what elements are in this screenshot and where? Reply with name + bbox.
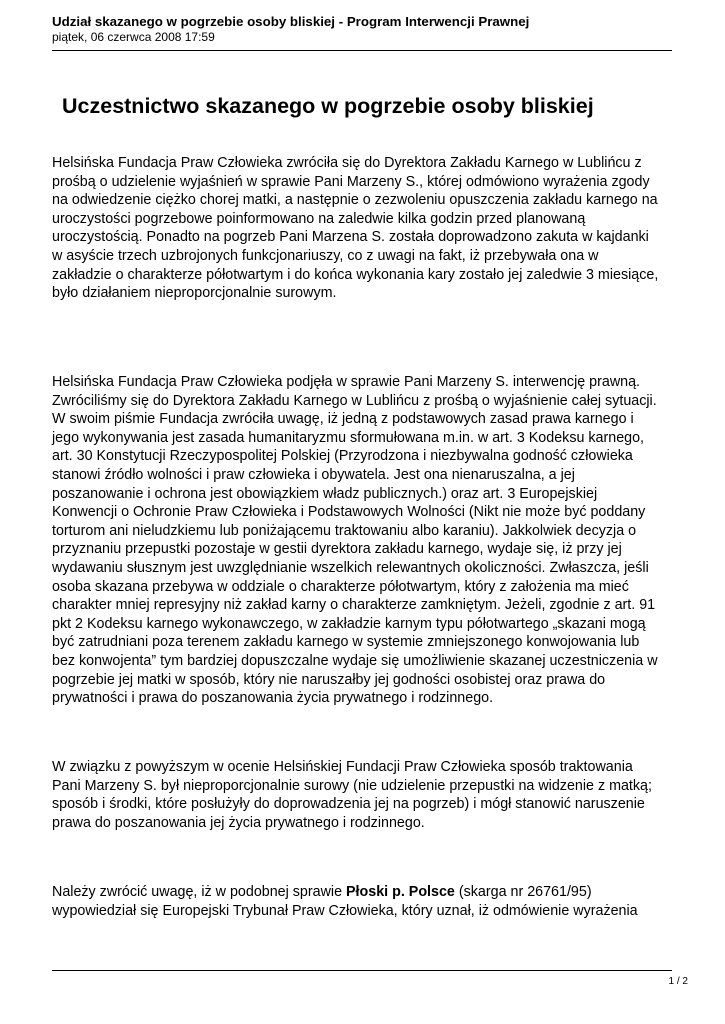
paragraph-line: uroczystości pogrzebowe poinformowano na zaledwie kilka godzin przed planowaną: [52, 210, 586, 227]
page-header: [52, 13, 672, 45]
paragraph-line: prywatności i prawa do poszanowania życia prywatnego i rodzinnego.: [52, 690, 494, 707]
paragraph-line: Konwencji o Ochronie Praw Człowieka i Podstawowych Wolności (Nikt nie może być poddany: [52, 504, 646, 521]
paragraph-line: uroczystością. Ponadto na pogrzeb Pani Marzena S. została doprowadzono zakuta w kajdanki: [52, 229, 649, 246]
paragraph-line: być zatrudniani poza terenem zakładu karnego w systemie zmniejszonego konwojowania lub: [52, 634, 640, 651]
paragraph-line: W swoim piśmie Fundacja zwróciła uwagę, iż jedną z podstawowych zasad prawa karnego i: [52, 411, 634, 428]
paragraph-line: stanowi źródło wolności i praw człowieka i obywatela. Jest ona nienaruszalna, a jej: [52, 466, 575, 483]
paragraph-line: [52, 883, 677, 902]
paragraph-line: sposób i środki, które posłużyły do doprowadzenia jej na pogrzeb) i mógł stanowić naruszenie: [52, 796, 645, 813]
article-title: Uczestnictwo skazanego w pogrzebie osoby bliskiej: [62, 94, 594, 118]
paragraph-line: jego wykonywania jest zasada humanitaryzmu sformułowana m.in. w art. 3 Kodeksu karnego,: [52, 429, 645, 446]
paragraph-line: charakter mniej represyjny niż zakład karny o charakterze zamkniętym. Jeżeli, zgodnie z art. 91: [52, 597, 656, 614]
paragraph-line: prawa do poszanowania jej życia prywatnego i rodzinnego.: [52, 814, 425, 831]
footer-divider: [52, 970, 672, 971]
header-divider: [52, 50, 672, 51]
paragraph-line: Helsińska Fundacja Praw Człowieka podjęła w sprawie Pani Marzeny S. interwencję prawną.: [52, 374, 641, 390]
paragraph-line: Helsińska Fundacja Praw Człowieka zwróciła się do Dyrektora Zakładu Karnego w Lublińcu z: [52, 155, 642, 171]
paragraph-4: [52, 883, 677, 920]
paragraph-line: Pani Marzeny S. był nieproporcjonalnie surowy (nie udzielenie przepustki na widzenie z matką;: [52, 777, 652, 794]
paragraph-3: [52, 758, 677, 832]
paragraph-line: osoba skazana przebywa w oddziale o charakterze półotwartym, który z założenia ma mieć: [52, 578, 629, 595]
paragraph-line: było działaniem nieproporcjonalnie surowym.: [52, 285, 337, 302]
paragraph-2: [52, 373, 677, 708]
paragraph-line: wydawaniu słusznym jest uwzględnianie wszelkich relewantnych okoliczności. Zwłaszcza, jeśli: [52, 559, 649, 576]
paragraph-line: poszanowanie i ochrona jest obowiązkiem władz publicznych.) oraz art. 3 Europejskiej: [52, 485, 598, 502]
paragraph-line: prośbą o udzielenie wyjaśnień w sprawie Pani Marzeny S., której odmówiono wyrażenia zgody: [52, 173, 650, 190]
header-title: Udział skazanego w pogrzebie osoby bliskiej - Program Interwencji Prawnej: [52, 14, 530, 29]
paragraph-text: Należy zwrócić uwagę, iż w podobnej sprawie: [52, 884, 347, 900]
paragraph-line: W związku z powyższym w ocenie Helsińskiej Fundacji Praw Człowieka sposób traktowania: [52, 759, 633, 775]
paragraph-line: pogrzebie jej matki w sposób, który nie naruszałby jej godności osobistej oraz prawa do: [52, 671, 606, 688]
header-date: piątek, 06 czerwca 2008 17:59: [52, 30, 215, 44]
paragraph-line: Zwróciliśmy się do Dyrektora Zakładu Karnego w Lublińcu z prośbą o wyjaśnienie całej sytuacji.: [52, 392, 657, 409]
case-name-bold: Płoski p. Polsce: [346, 884, 455, 900]
paragraph-1: [52, 154, 677, 303]
paragraph-line: w asyście trzech uzbrojonych funkcjonariuszy, co z uwagi na fakt, iż przebywała ona w: [52, 247, 599, 264]
paragraph-line: bez konwojenta” tym bardziej dopuszczalne wydaje się umożliwienie skazanej uczestniczenia w: [52, 652, 658, 669]
paragraph-line: na odwiedzenie ciężko chorej matki, a następnie o zezwoleniu opuszczenia zakładu karnego na: [52, 192, 658, 209]
paragraph-line: wypowiedział się Europejski Trybunał Praw Człowieka, który uznał, iż odmówienie wyrażenia: [52, 902, 638, 919]
paragraph-line: przyznaniu przepustki pozostaje w gestii dyrektora zakładu karnego, wydaje się, iż przy jej: [52, 541, 622, 558]
paragraph-text: (skarga nr 26761/95): [454, 884, 592, 900]
paragraph-line: zakładzie o charakterze półotwartym i do końca wykonania kary zostało jej zaledwie 3 miesiące,: [52, 266, 659, 283]
paragraph-line: torturom ani nieludzkiemu lub poniżającemu traktowaniu albo karaniu). Jakkolwiek decyzja o: [52, 522, 637, 539]
page-number: 1 / 2: [668, 976, 688, 987]
paragraph-line: art. 30 Konstytucji Rzeczypospolitej Polskiej (Przyrodzona i niezbywalna godność człowieka: [52, 448, 633, 465]
paragraph-line: pkt 2 Kodeksu karnego wykonawczego, w zakładzie karnym typu półotwartego „skazani mogą: [52, 615, 646, 632]
